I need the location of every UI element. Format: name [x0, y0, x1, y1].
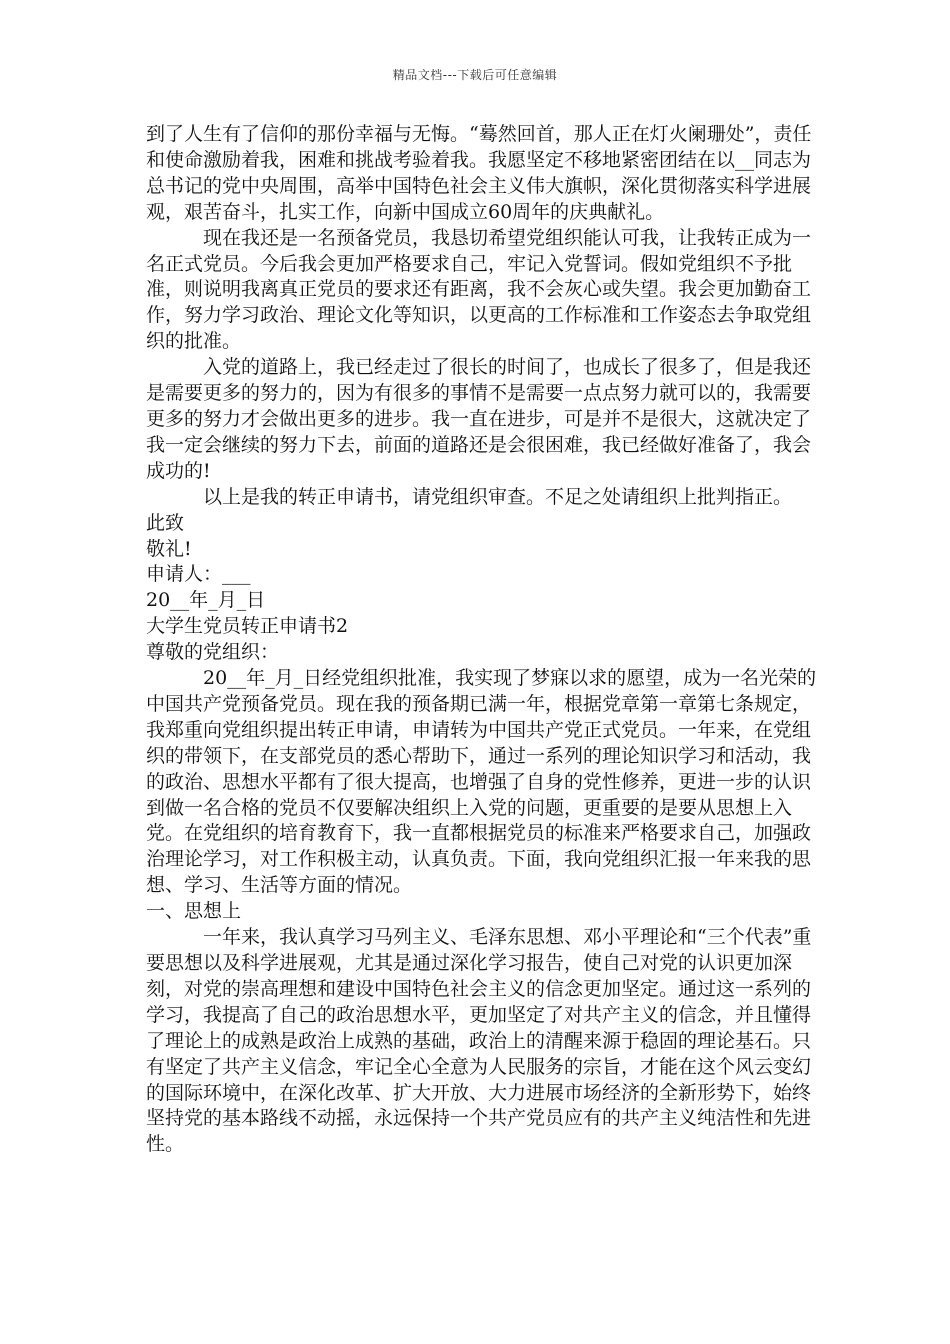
paragraph: 入党的道路上，我已经走过了很长的时间了，也成长了很多了，但是我还是需要更多的努力的，因为有很多的事情不是需要一点点努力就可以的，我需要更多的努力才会做出更多的进步。我一直在进步，可是并不是很大，这就决定了我一定会继续的努力下去，前面的道路还是会很困难，我已经做好准备了，我会成功的!: [146, 356, 812, 482]
paragraph: 现在我还是一名预备党员，我恳切希望党组织能认可我，让我转正成为一名正式党员。今后我会更加严格要求自己，牢记入党誓词。假如党组织不予批准，则说明我离真正党员的要求还有距离，我不会灰心或失望。我会更加勤奋工作，努力学习政治、理论文化等知识，以更高的工作标准和工作姿态去争取党组织的批准。: [146, 226, 812, 353]
salutation-line: 敬礼!: [146, 537, 192, 560]
applicant-line: 申请人：___: [146, 563, 251, 586]
document-body: [146, 122, 826, 1158]
page-header: 精品文档---下载后可任意编辑: [392, 68, 558, 82]
paragraph: 一年来，我认真学习马列主义、毛泽东思想、邓小平理论和“三个代表”重要思想以及科学进展观，尤其是通过深化学习报告，使自己对党的认识更加深刻，对党的崇高理想和建设中国特色社会主义的信念更加坚定。通过这一系列的学习，我提高了自己的政治思想水平，更加坚定了对共产主义的信念，并且懂得了理论上的成熟是政治上成熟的基础，政治上的清醒来源于稳固的理论基石。只有坚定了共产主义信念，牢记全心全意为人民服务的宗旨，才能在这个风云变幻的国际环境中，在深化改革、扩大开放、大力进展市场经济的全新形势下，始终坚持党的基本路线不动摇，永远保持一个共产党员应有的共产主义纯洁性和先进性。: [146, 926, 812, 1156]
salutation-line: 此致: [146, 511, 185, 534]
date-line: 20__年_月_日: [146, 589, 266, 612]
section-heading: 一、思想上: [146, 900, 242, 923]
paragraph: 以上是我的转正申请书，请党组织审查。不足之处请组织上批判指正。: [203, 485, 793, 508]
paragraph: 到了人生有了信仰的那份幸福与无悔。“蓦然回首，那人正在灯火阑珊处”，责任和使命激励着我，困难和挑战考验着我。我愿坚定不移地紧密团结在以__同志为总书记的党中央周围，高举中国特色社会主义伟大旗帜，深化贯彻落实科学进展观，艰苦奋斗，扎实工作，向新中国成立60周年的庆典献礼。: [146, 123, 812, 223]
greeting-line: 尊敬的党组织：: [146, 641, 280, 664]
section-title: 大学生党员转正申请书2: [146, 615, 349, 638]
paragraph: 20__年_月_日经党组织批准，我实现了梦寐以求的愿望，成为一名光荣的中国共产党预备党员。现在我的预备期已满一年，根据党章第一章第七条规定，我郑重向党组织提出转正申请，申请转为中国共产党正式党员。一年来，在党组织的带领下，在支部党员的悉心帮助下，通过一系列的理论知识学习和活动，我的政治、思想水平都有了很大提高，也增强了自身的党性修养，更进一步的认识到做一名合格的党员不仅要解决组织上入党的问题，更重要的是要从思想上入党。在党组织的培育教育下，我一直都根据党员的标准来严格要求自己，加强政治理论学习，对工作积极主动，认真负责。下面，我向党组织汇报一年来我的思想、学习、生活等方面的情况。: [146, 667, 817, 897]
